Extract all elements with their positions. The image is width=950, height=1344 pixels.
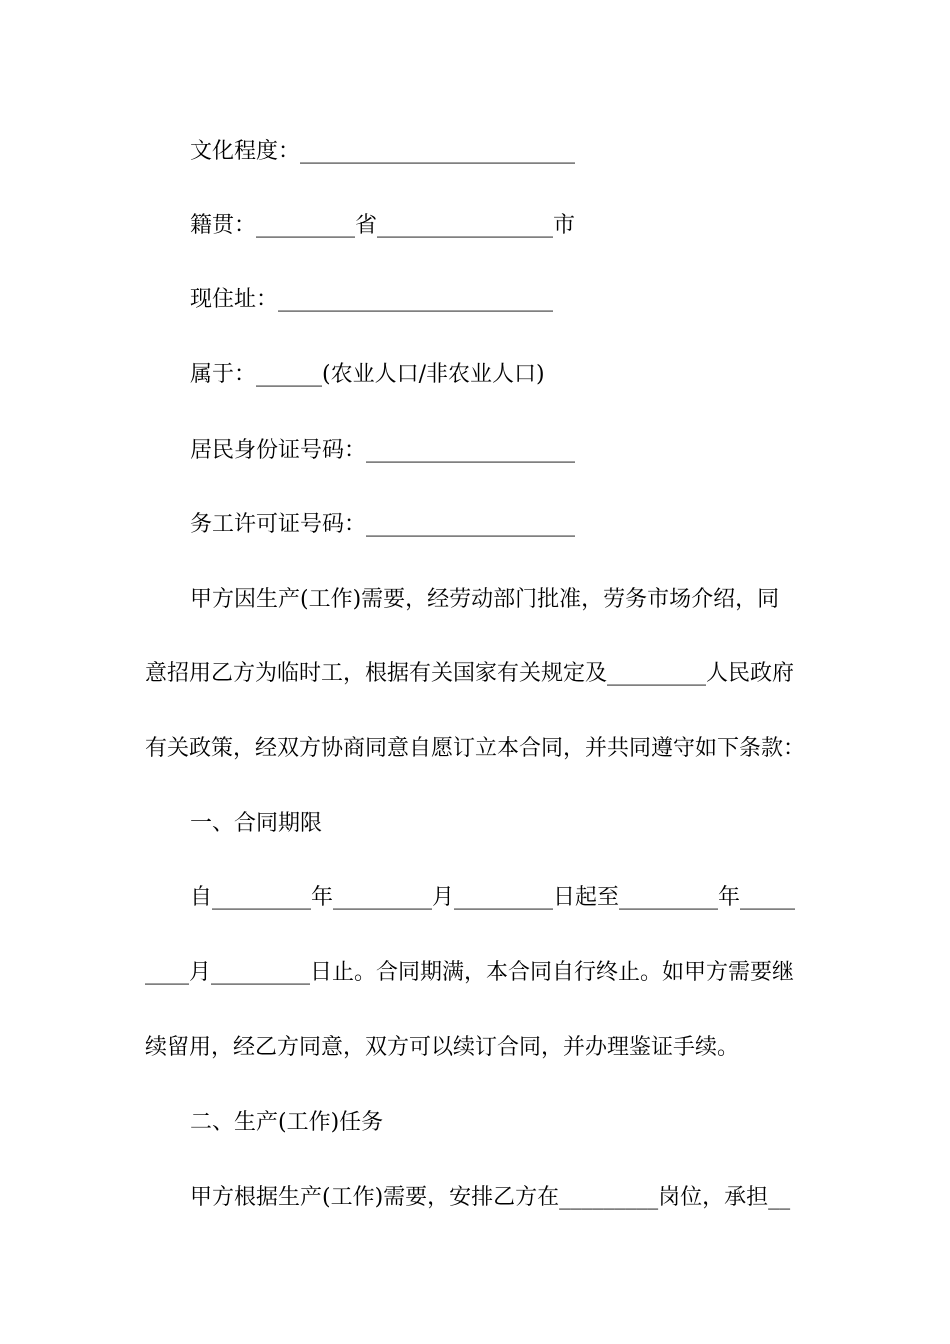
field-id-number: 居民身份证号码：___________________ (190, 438, 576, 463)
field-work-permit-number: 务工许可证号码：___________________ (190, 512, 576, 537)
section-heading-contract-term: 一、合同期限 (190, 811, 323, 836)
field-native-place: 籍贯：_________省________________市 (190, 213, 576, 238)
field-education: 文化程度：_________________________ (190, 139, 576, 164)
paragraph-intro-line-3: 有关政策，经双方协商同意自愿订立本合同，并共同遵守如下条款： (145, 736, 806, 761)
field-current-address: 现住址：_________________________ (190, 287, 554, 312)
paragraph-intro-line-1: 甲方因生产(工作)需要，经劳动部门批准，劳务市场介绍，同 (190, 587, 780, 612)
paragraph-intro-line-2: 意招用乙方为临时工，根据有关国家有关规定及_________人民政府 (145, 661, 795, 686)
paragraph-term-line-1: 自_________年_________月_________日起至_________年_____ (190, 885, 796, 910)
paragraph-term-line-2: ____月_________日止。合同期满，本合同自行终止。如甲方需要继 (145, 960, 795, 985)
section-heading-production-task: 二、生产(工作)任务 (190, 1110, 384, 1135)
field-household-type: 属于：______(农业人口/非农业人口) (190, 362, 545, 387)
paragraph-term-line-3: 续留用，经乙方同意，双方可以续订合同，并办理鉴证手续。 (145, 1035, 740, 1060)
paragraph-task-line-1: 甲方根据生产(工作)需要，安排乙方在_________岗位，承担__ (190, 1185, 791, 1210)
